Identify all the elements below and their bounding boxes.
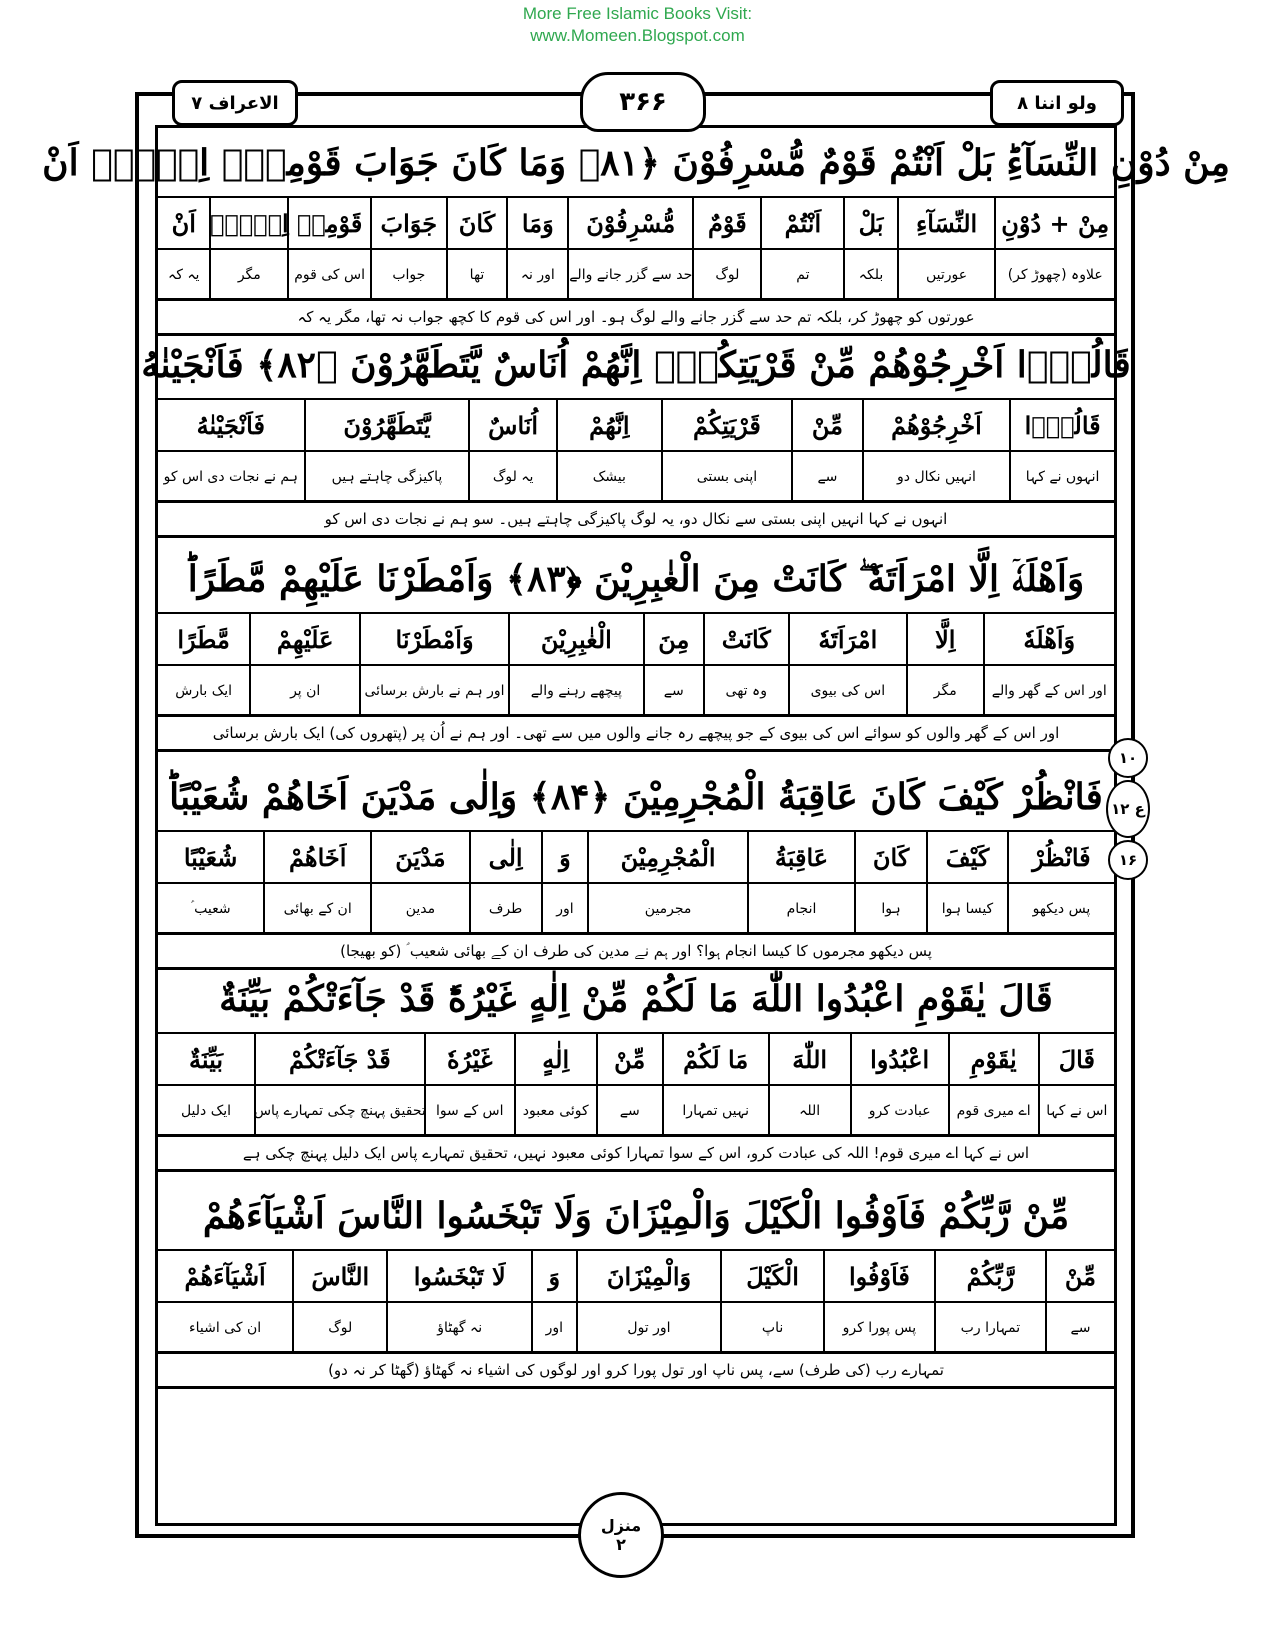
manzil-number: ۲ — [616, 1535, 626, 1554]
urdu-word-meaning: ناپ — [722, 1301, 823, 1353]
word-cell — [263, 832, 370, 934]
arabic-word: قَالَ — [1058, 1044, 1095, 1074]
word-cell — [692, 198, 760, 300]
arabic-word: مِّنْ — [811, 410, 843, 440]
arabic-word: النَّاسَ — [311, 1261, 370, 1291]
arabic-verse-line: مِّنْ رَّبِّكُمْ فَاَوْفُوا الْكَيْلَ وَالْمِيْزَانَ وَلَا تَبْخَسُوا النَّاسَ اَشْيَآءَهُمْ — [202, 1195, 1070, 1237]
word-by-word-grid — [158, 398, 1114, 502]
word-cell — [158, 1034, 254, 1136]
word-by-word-grid — [158, 612, 1114, 716]
word-by-word-grid — [158, 1032, 1114, 1136]
word-cell — [1009, 400, 1114, 502]
urdu-word-meaning: مجرمین — [589, 882, 747, 934]
word-cell — [1045, 1251, 1114, 1353]
urdu-word-meaning: شعیب ؑ — [158, 882, 263, 934]
arabic-word: وَاَمْطَرْنَا — [395, 624, 474, 654]
urdu-word-meaning: ان کے بھائی — [265, 882, 370, 934]
arabic-word: اَخْرِجُوْهُمْ — [891, 410, 982, 440]
arabic-word: اَنْتُمْ — [784, 208, 822, 238]
arabic-word: اعْبُدُوا — [870, 1044, 930, 1074]
urdu-word-meaning: اور نہ — [508, 248, 567, 300]
word-cell — [788, 614, 906, 716]
word-cell — [843, 198, 896, 300]
urdu-word-meaning: سے — [645, 664, 703, 716]
arabic-word: اَشْيَآءَهُمْ — [184, 1261, 266, 1291]
arabic-word: اللّٰهَ — [792, 1044, 828, 1074]
word-cell — [254, 1034, 424, 1136]
arabic-word: الْغٰبِرِيْنَ — [540, 624, 612, 654]
word-cell — [926, 832, 1007, 934]
urdu-word-meaning: اور تول — [578, 1301, 721, 1353]
urdu-translation-line: پس دیکھو مجرموں کا کیسا انجام ہوا؟ اور ہم نے مدین کی طرف ان کے بھائی شعیب ؑ (کو بھیجا) — [158, 932, 1114, 970]
urdu-word-meaning: تھا — [448, 248, 507, 300]
urdu-word-meaning: تحقیق پہنچ چکی تمہارے پاس — [256, 1084, 424, 1136]
word-cell — [506, 198, 567, 300]
word-cell — [287, 198, 370, 300]
ruku-count-marker: ۱۶ — [1108, 840, 1148, 880]
arabic-word: مَّطَرًا — [177, 624, 230, 654]
urdu-word-meaning: لوگ — [294, 1301, 386, 1353]
arabic-word: اَخَاهُمْ — [288, 842, 347, 872]
word-cell — [209, 198, 287, 300]
urdu-word-meaning: تمہارا رب — [936, 1301, 1045, 1353]
arabic-word: قَالُوْۤا — [1024, 410, 1101, 440]
word-cell — [370, 198, 446, 300]
urdu-word-meaning: انہوں نے کہا — [1011, 450, 1114, 502]
word-cell — [469, 832, 541, 934]
arabic-word: بَيِّنَةٌ — [188, 1044, 223, 1074]
word-cell — [862, 400, 1010, 502]
urdu-word-meaning: اس کی قوم — [289, 248, 370, 300]
arabic-word: اِنَّهُمْ — [589, 410, 630, 440]
word-cell — [643, 614, 703, 716]
urdu-word-meaning: انجام — [749, 882, 854, 934]
arabic-word: يٰقَوْمِ — [970, 1044, 1017, 1074]
urdu-word-meaning: اپنی بستی — [663, 450, 791, 502]
word-cell — [768, 1034, 850, 1136]
urdu-word-meaning: نہ گھٹاؤ — [388, 1301, 531, 1353]
word-cell — [906, 614, 983, 716]
word-cell — [514, 1034, 596, 1136]
urdu-word-meaning: انہیں نکال دو — [864, 450, 1010, 502]
urdu-word-meaning: اس کی بیوی — [790, 664, 906, 716]
verse-section — [158, 546, 1114, 746]
urdu-word-meaning: سے — [1047, 1301, 1114, 1353]
word-cell — [158, 832, 263, 934]
arabic-word: يَّتَطَهَّرُوْنَ — [343, 410, 431, 440]
urdu-word-meaning: پس دیکھو — [1009, 882, 1114, 934]
arabic-word: اِلَّا — [935, 624, 956, 654]
arabic-word: الْكَيْلَ — [746, 1261, 799, 1291]
arabic-word: فَاَوْفُوا — [848, 1261, 910, 1291]
manzil-medallion — [578, 1492, 664, 1578]
urdu-word-meaning: مگر — [211, 248, 287, 300]
word-cell — [531, 1251, 576, 1353]
urdu-word-meaning: بیشک — [558, 450, 661, 502]
word-by-word-grid — [158, 196, 1114, 300]
arabic-word: مِنْ + دُوْنِ — [1001, 208, 1110, 238]
arabic-word: كَيْفَ — [945, 842, 990, 872]
arabic-word: كَانَ — [458, 208, 496, 238]
urdu-word-meaning: پیچھے رہنے والے — [510, 664, 643, 716]
arabic-word: كَانَ — [872, 842, 910, 872]
arabic-word: وَاَهْلَهٗ — [1023, 624, 1076, 654]
word-cell — [158, 400, 304, 502]
word-cell — [468, 400, 556, 502]
word-cell — [854, 832, 926, 934]
arabic-word: مَا لَكُمْ — [683, 1044, 749, 1074]
arabic-word: رَّبِّكُمْ — [966, 1261, 1015, 1291]
urdu-word-meaning: پس پورا کرو — [825, 1301, 934, 1353]
arabic-word: بَلْ — [858, 208, 884, 238]
arabic-word: عَاقِبَةُ — [774, 842, 829, 872]
word-cell — [1007, 832, 1114, 934]
word-cell — [508, 614, 643, 716]
page-number: ۳۶۶ — [580, 72, 706, 132]
surah-name-label: الاعراف ۷ — [172, 80, 298, 126]
arabic-word: اِلٰى — [488, 842, 523, 872]
word-cell — [661, 400, 791, 502]
word-cell — [662, 1034, 768, 1136]
urdu-word-meaning: طرف — [471, 882, 541, 934]
urdu-translation-line: عورتوں کو چھوڑ کر، بلکہ تم حد سے گزر جانے والے لوگ ہو۔ اور اس کی قوم کا کچھ جواب نہ تھا، مگر یہ کہ — [158, 298, 1114, 336]
word-by-word-grid — [158, 830, 1114, 934]
arabic-word: اِلَّاۤ — [209, 208, 289, 238]
word-cell — [596, 1034, 662, 1136]
arabic-word: فَانْظُرْ — [1032, 842, 1091, 872]
word-cell — [304, 400, 469, 502]
arabic-word: مُّسْرِفُوْنَ — [586, 208, 676, 238]
urdu-word-meaning: بلکہ — [845, 248, 896, 300]
arabic-word: قَرْيَتِكُمْ — [693, 410, 761, 440]
word-cell — [576, 1251, 721, 1353]
word-cell — [587, 832, 747, 934]
word-cell — [720, 1251, 823, 1353]
arabic-word: اُنَاسٌ — [488, 410, 539, 440]
ruku-marker: ع ۱۲ — [1106, 780, 1150, 838]
urdu-word-meaning: سے — [598, 1084, 662, 1136]
word-cell — [446, 198, 507, 300]
urdu-word-meaning: نہیں تمہارا — [664, 1084, 768, 1136]
word-cell — [158, 614, 249, 716]
urdu-word-meaning: ایک دلیل — [158, 1084, 254, 1136]
arabic-word: كَانَتْ — [721, 624, 771, 654]
arabic-word: جَوَابَ — [380, 208, 438, 238]
arabic-word: مِّنْ — [1064, 1261, 1097, 1291]
verse-section — [42, 130, 1230, 330]
urdu-word-meaning: اور اس کے گھر والے — [985, 664, 1114, 716]
word-cell — [823, 1251, 934, 1353]
word-cell — [850, 1034, 948, 1136]
word-cell — [158, 198, 209, 300]
arabic-word: فَاَنْجَيْنٰهُ — [196, 410, 265, 440]
urdu-word-meaning: اس کے سوا — [426, 1084, 514, 1136]
urdu-word-meaning: تم — [762, 248, 843, 300]
word-cell — [703, 614, 788, 716]
word-cell — [897, 198, 995, 300]
word-cell — [370, 832, 468, 934]
word-cell — [983, 614, 1114, 716]
urdu-word-meaning: علاوہ (چھوڑ کر) — [996, 248, 1114, 300]
word-cell — [424, 1034, 514, 1136]
arabic-word: وَالْمِيْزَانَ — [606, 1261, 692, 1291]
arabic-word: وَ — [548, 1261, 561, 1291]
urdu-word-meaning: عورتیں — [899, 248, 995, 300]
promo-line-1: More Free Islamic Books Visit: — [522, 4, 753, 23]
verse-section — [158, 764, 1114, 964]
arabic-word: قَوْمٌ — [707, 208, 747, 238]
urdu-word-meaning: ان پر — [251, 664, 359, 716]
arabic-word: قَدْ جَآءَتْكُمْ — [288, 1044, 391, 1074]
word-cell — [292, 1251, 386, 1353]
word-cell — [541, 832, 588, 934]
urdu-translation-line: تمہارے رب (کی طرف) سے، پس ناپ اور تول پورا کرو اور لوگوں کی اشیاء نہ گھٹاؤ (گھٹا کر نہ دو) — [158, 1351, 1114, 1389]
urdu-word-meaning: ہوا — [856, 882, 926, 934]
arabic-word: عَلَيْهِمْ — [276, 624, 334, 654]
word-cell — [948, 1034, 1038, 1136]
urdu-translation-line: اس نے کہا اے میری قوم! اللہ کی عبادت کرو، اس کے سوا تمہارا کوئی معبود نہیں، تحقیق تمہارے پاس ایک دلیل پہنچ چکی ہے — [158, 1134, 1114, 1172]
urdu-word-meaning: مگر — [908, 664, 983, 716]
arabic-word: لَا تَبْخَسُوا — [413, 1261, 506, 1291]
urdu-word-meaning: عبادت کرو — [852, 1084, 948, 1136]
arabic-word: اِلٰهٍ — [542, 1044, 570, 1074]
word-by-word-grid — [158, 1249, 1114, 1353]
urdu-translation-line: اور اس کے گھر والوں کو سوائے اس کی بیوی کے جو پیچھے رہ جانے والوں میں سے تھی۔ اور ہم نے اُن پر (پتھروں کی) ایک بارش برسائی — [158, 714, 1114, 752]
arabic-verse-line: فَانْظُرْ كَيْفَ كَانَ عَاقِبَةُ الْمُجْرِمِيْنَ ﴿۸۴﴾ وَاِلٰى مَدْيَنَ اَخَاهُمْ شُعَيْبًاؕ — [169, 776, 1103, 818]
verse-count-marker: ۱۰ — [1108, 738, 1148, 778]
urdu-word-meaning: اور — [543, 882, 588, 934]
arabic-word: الْمُجْرِمِيْنَ — [620, 842, 716, 872]
verse-section — [158, 1183, 1114, 1383]
urdu-word-meaning: اللہ — [770, 1084, 850, 1136]
urdu-word-meaning: مدین — [372, 882, 468, 934]
arabic-word: وَمَا — [521, 208, 554, 238]
word-cell — [556, 400, 661, 502]
arabic-word: مِّنْ — [614, 1044, 646, 1074]
word-cell — [359, 614, 508, 716]
word-cell — [747, 832, 854, 934]
urdu-word-meaning: یہ لوگ — [470, 450, 556, 502]
arabic-word: النِّسَآءِ — [915, 208, 978, 238]
arabic-verse-line: قَالَ يٰقَوْمِ اعْبُدُوا اللّٰهَ مَا لَكُمْ مِّنْ اِلٰهٍ غَيْرُهٗؕ قَدْ جَآءَتْكُمْ بَيِّنَةٌ — [219, 978, 1053, 1020]
urdu-word-meaning: ہم نے نجات دی اس کو — [158, 450, 304, 502]
juz-name-label: ولو اننا ۸ — [990, 80, 1124, 126]
arabic-verse-line: مِنْ دُوْنِ النِّسَآءِؕ بَلْ اَنْتُمْ قَوْمٌ مُّسْرِفُوْنَ ﴿۸۱﴾ وَمَا كَانَ جَوَابَ قَوْمِهٖۤ اِلَّاۤ اَنْ — [42, 142, 1230, 184]
urdu-word-meaning: اے میری قوم — [950, 1084, 1038, 1136]
arabic-word: مَدْيَنَ — [395, 842, 446, 872]
word-cell — [760, 198, 843, 300]
arabic-verse-line: قَالُوْۤا اَخْرِجُوْهُمْ مِّنْ قَرْيَتِكُمْۚ اِنَّهُمْ اُنَاسٌ يَّتَطَهَّرُوْنَ ﴿۸۲﴾ فَاَنْجَيْنٰهُ — [141, 344, 1131, 386]
word-cell — [567, 198, 692, 300]
arabic-word: وَ — [559, 842, 571, 872]
arabic-word: شُعَيْبًا — [183, 842, 238, 872]
urdu-word-meaning: ان کی اشیاء — [158, 1301, 292, 1353]
arabic-word: اَنْ — [171, 208, 196, 238]
arabic-word: امْرَاَتَهٗ — [818, 624, 878, 654]
urdu-word-meaning: ایک بارش — [158, 664, 249, 716]
urdu-word-meaning: سے — [793, 450, 862, 502]
urdu-word-meaning: حد سے گزر جانے والے — [569, 248, 692, 300]
urdu-word-meaning: کیسا ہوا — [928, 882, 1007, 934]
promo-link[interactable]: www.Momeen.Blogspot.com — [530, 26, 745, 45]
urdu-word-meaning: اور — [533, 1301, 576, 1353]
urdu-translation-line: انہوں نے کہا انہیں اپنی بستی سے نکال دو، یہ لوگ پاکیزگی چاہتے ہیں۔ سو ہم نے نجات دی اس کو — [158, 500, 1114, 538]
urdu-word-meaning: اور ہم نے بارش برسائی — [361, 664, 508, 716]
urdu-word-meaning: کوئی معبود — [516, 1084, 596, 1136]
arabic-verse-line: وَاَهْلَهٗۤ اِلَّا امْرَاَتَهٗ ۖ كَانَتْ مِنَ الْغٰبِرِيْنَ ﴿۸۳﴾ وَاَمْطَرْنَا عَلَيْهِمْ مَّطَرًاؕ — [187, 557, 1085, 600]
urdu-word-meaning: یہ کہ — [158, 248, 209, 300]
urdu-word-meaning: جواب — [372, 248, 446, 300]
urdu-word-meaning: پاکیزگی چاہتے ہیں — [306, 450, 469, 502]
verse-section — [141, 332, 1131, 532]
word-cell — [158, 1251, 292, 1353]
urdu-word-meaning: اس نے کہا — [1040, 1084, 1114, 1136]
urdu-word-meaning: وہ تھی — [705, 664, 788, 716]
word-cell — [386, 1251, 531, 1353]
manzil-label: منزل — [600, 1516, 642, 1535]
word-cell — [249, 614, 359, 716]
word-cell — [934, 1251, 1045, 1353]
urdu-word-meaning: لوگ — [694, 248, 760, 300]
word-cell — [791, 400, 862, 502]
arabic-word: قَوْمِهٖ — [296, 208, 363, 238]
verse-section — [158, 966, 1114, 1166]
word-cell — [994, 198, 1114, 300]
word-cell — [1038, 1034, 1114, 1136]
arabic-word: مِنَ — [658, 624, 690, 654]
arabic-word: غَيْرُهٗ — [446, 1044, 493, 1074]
